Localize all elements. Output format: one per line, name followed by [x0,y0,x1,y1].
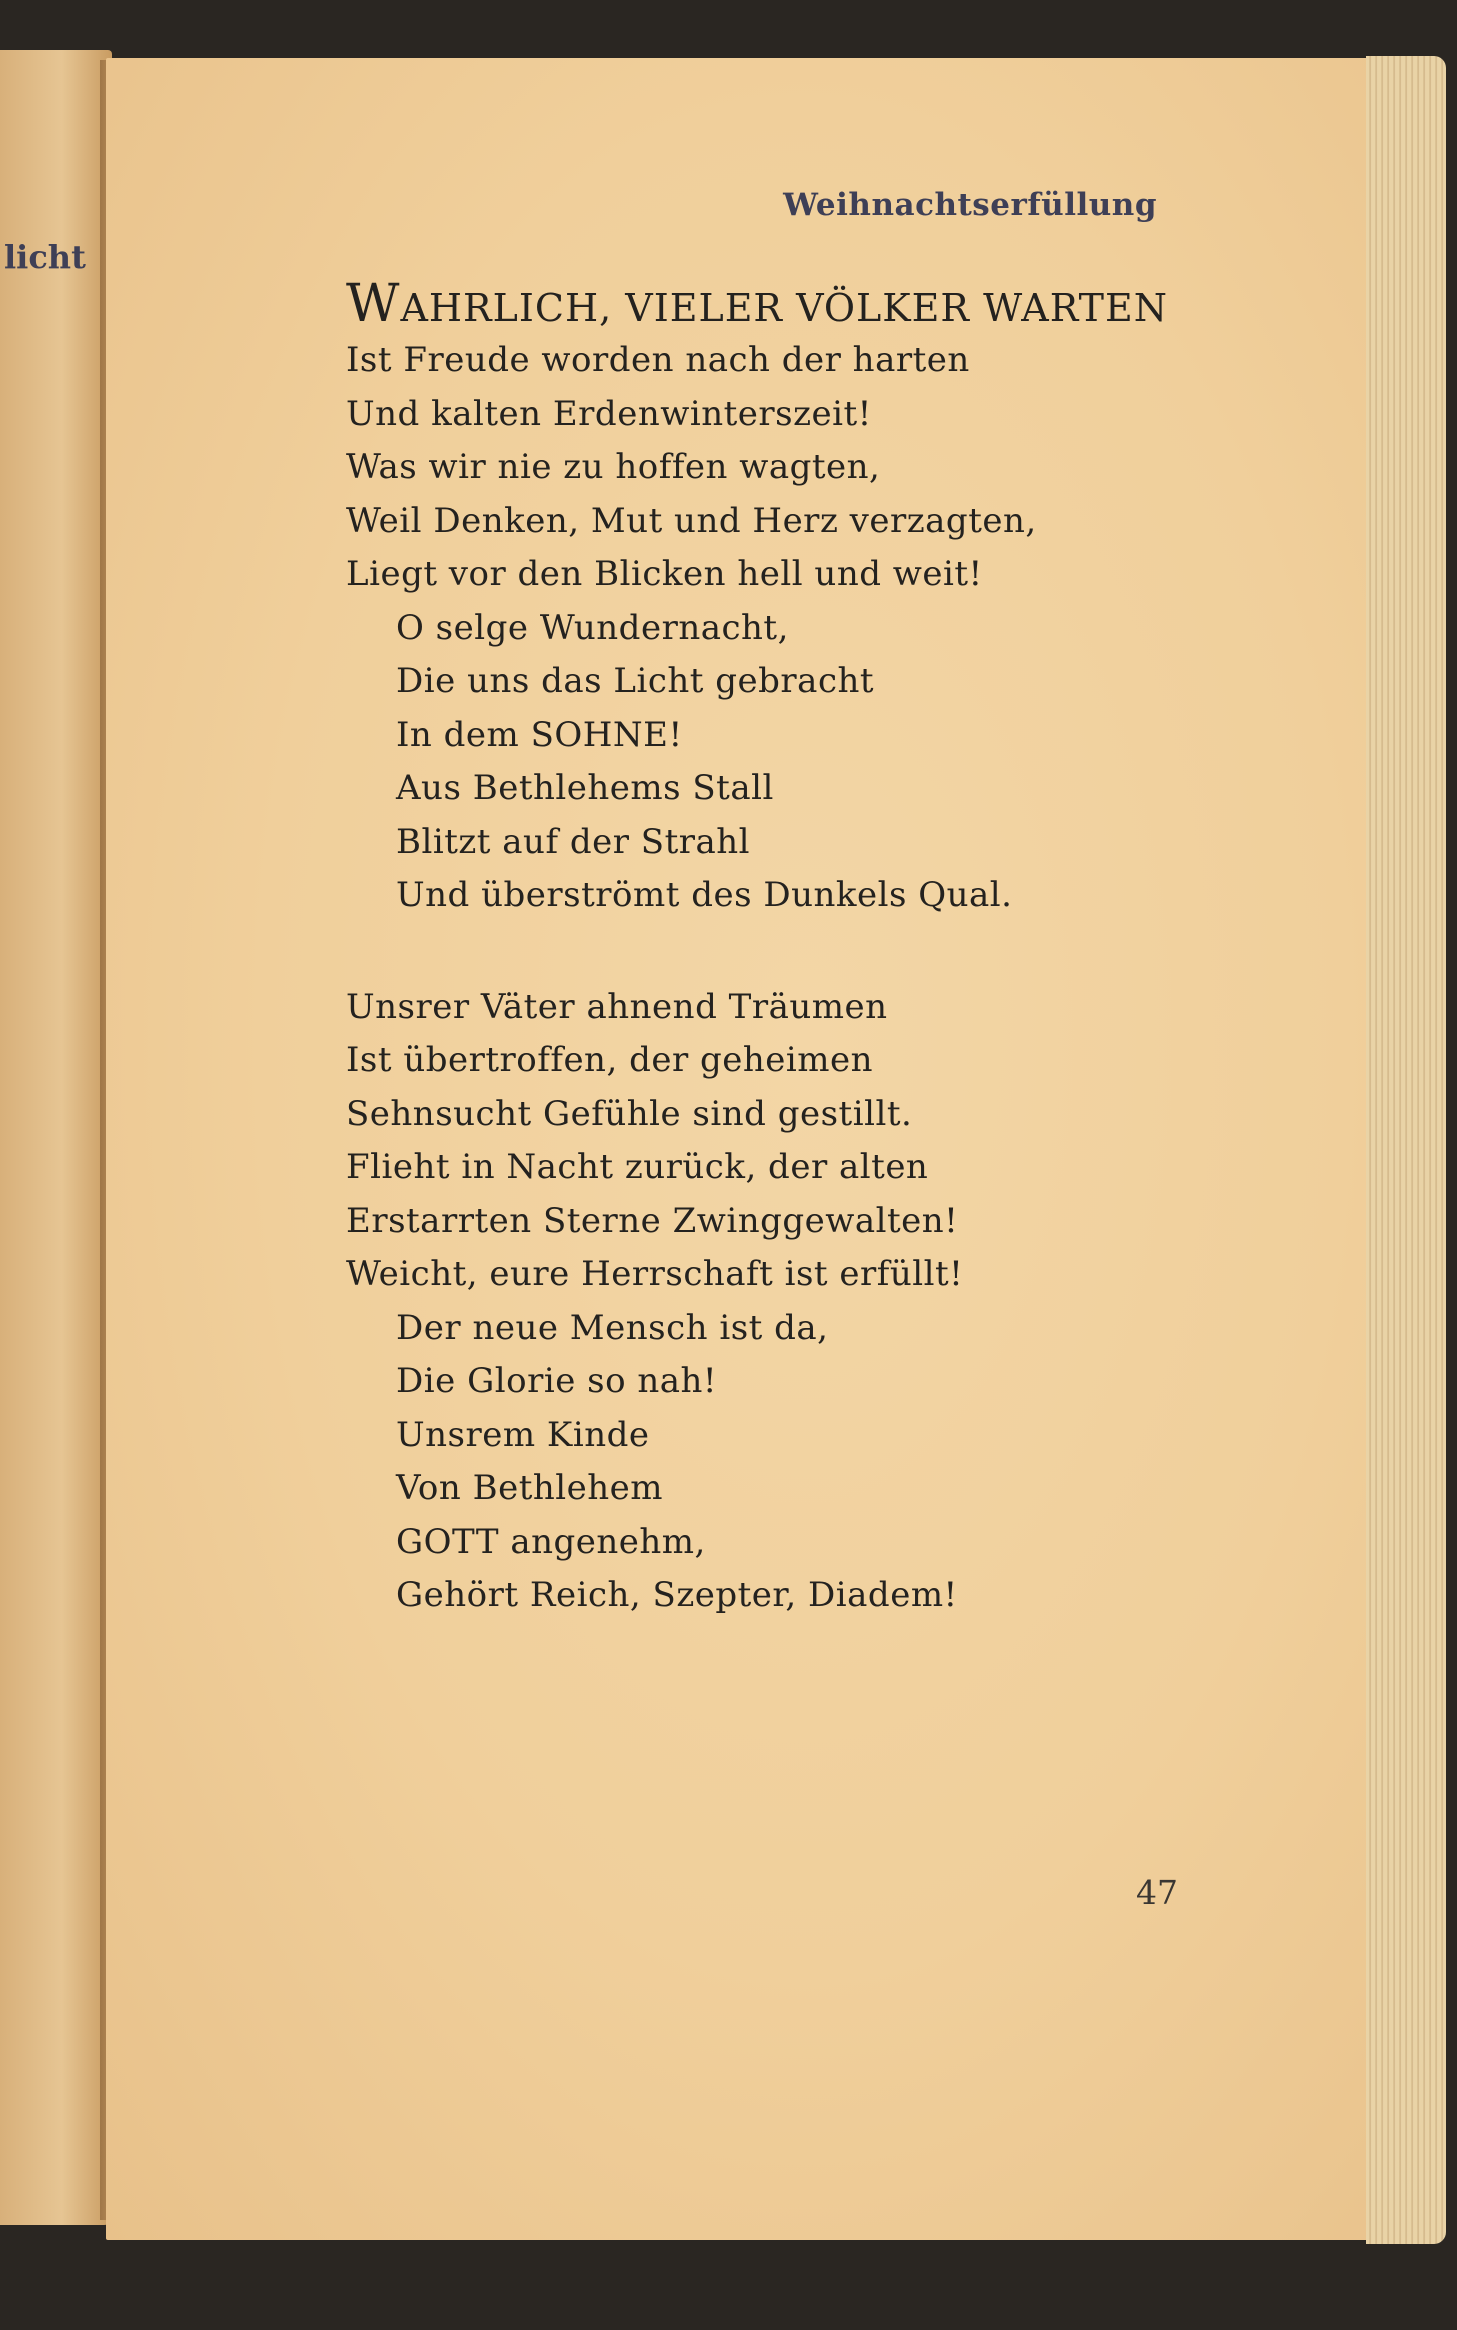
poem-line: Gehört Reich, Szepter, Diadem! [396,1575,958,1615]
poem-line: Liegt vor den Blicken hell und weit! [346,554,983,594]
poem-line: Und überströmt des Dunkels Qual. [396,875,1013,915]
running-head: Weihnachtserfüllung [783,187,1157,223]
poem-line: Unsrem Kinde [396,1414,650,1455]
poem-line: Blitzt auf der Strahl [396,821,751,862]
poem-initial: W [346,274,401,334]
left-page [0,50,112,2225]
poem-first-line [346,274,1226,334]
poem-line: Erstarrten Sterne Zwinggewalten! [346,1200,959,1241]
poem-line: Die uns das Licht gebracht [396,661,875,701]
poem-line: Ist übertroffen, der geheimen [346,1040,874,1080]
poem-line: Unsrer Väter ahnend Träumen [346,986,888,1027]
poem-line: In dem SOHNE! [396,714,683,755]
poem-line: Flieht in Nacht zurück, der alten [346,1147,929,1187]
poem-line: Von Bethlehem [396,1468,664,1508]
poem-title-rest: AHRLICH, VIELER VÖLKER WARTEN [400,286,1168,330]
poem-line: O selge Wundernacht, [396,607,789,648]
poem-line: GOTT angenehm, [396,1521,706,1562]
poem-line: Sehnsucht Gefühle sind gestillt. [346,1093,913,1134]
stanza-break [346,923,1226,981]
poem-line: Ist Freude worden nach der harten [346,340,970,380]
poem-line: Weil Denken, Mut und Herz verzagten, [346,500,1037,541]
poem-line: Weicht, eure Herrschaft ist erfüllt! [346,1254,964,1294]
poem-line: Die Glorie so nah! [396,1361,718,1401]
poem-line: Der neue Mensch ist da, [396,1307,829,1348]
poem-line: Und kalten Erdenwinterszeit! [346,393,872,434]
page-edges [1366,56,1446,2244]
poem-line: Was wir nie zu hoffen wagten, [346,447,881,487]
page-number: 47 [1136,1873,1178,1912]
left-running-head: licht [4,238,86,276]
poem-line: Aus Bethlehems Stall [396,768,774,808]
poem [346,274,1226,1623]
